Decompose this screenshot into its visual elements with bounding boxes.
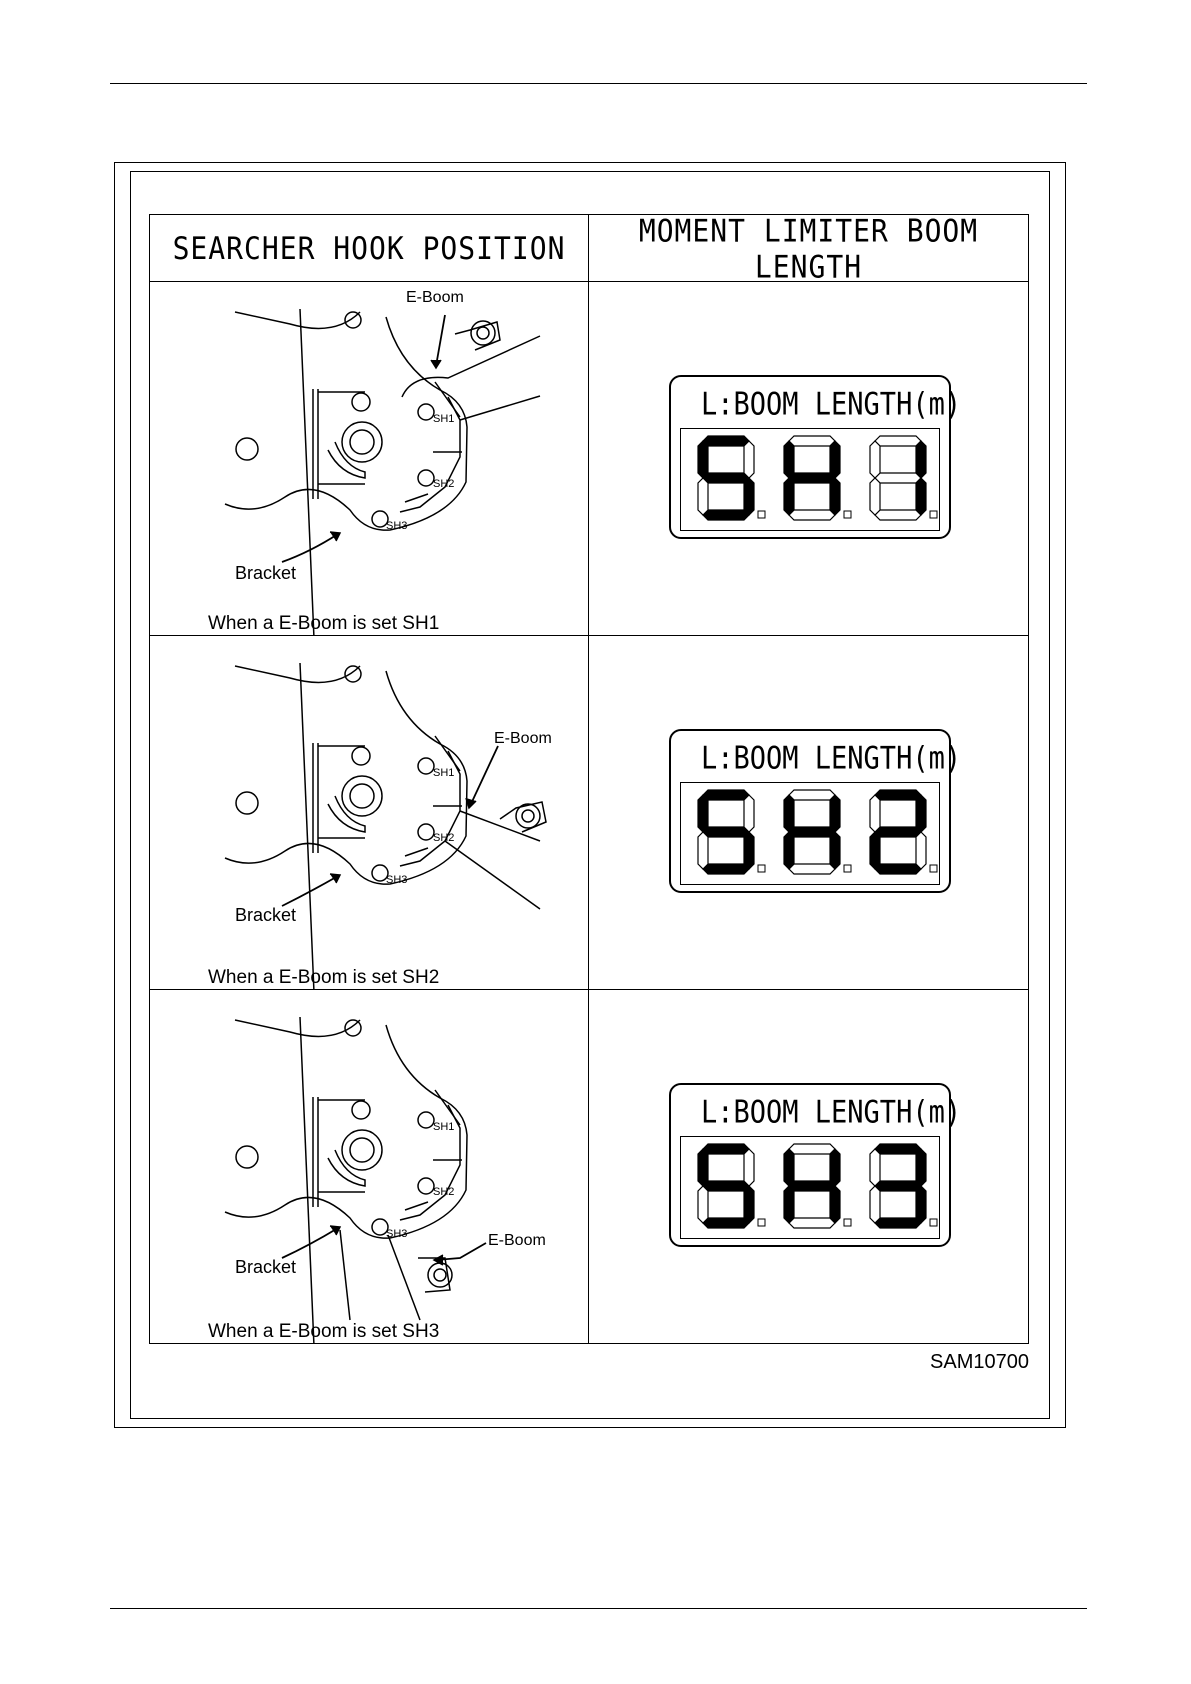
moment-limiter-cell	[589, 282, 1029, 636]
hook-diagram-sh1	[150, 282, 588, 635]
sh2-label: SH2	[433, 1186, 455, 1198]
segment-d	[789, 510, 835, 520]
table-row	[150, 990, 1029, 1344]
top-rule	[110, 83, 1087, 84]
segment-e	[784, 832, 794, 869]
segment-d	[703, 1218, 749, 1228]
lcd-panel	[680, 428, 940, 531]
decimal-point	[844, 865, 851, 872]
segment-g	[875, 473, 921, 483]
sh1-label: SH1	[433, 413, 455, 425]
segment-f	[870, 441, 880, 478]
segment-e	[870, 832, 880, 869]
segment-b	[916, 1149, 926, 1186]
segment-e	[698, 1186, 708, 1223]
hook-position-cell	[150, 990, 589, 1344]
segment-a	[703, 1144, 749, 1154]
seven-segment-readout	[681, 429, 939, 530]
segment-a	[789, 790, 835, 800]
lcd-panel	[680, 782, 940, 885]
table-header-row	[150, 215, 1029, 282]
segment-g	[703, 473, 749, 483]
display-title: L:BOOM LENGTH(m)	[701, 741, 962, 777]
row-caption: When a E-Boom is set SH2	[208, 967, 440, 988]
segment-g	[875, 827, 921, 837]
segment-c	[916, 1186, 926, 1223]
display-title: L:BOOM LENGTH(m)	[701, 387, 962, 423]
segment-f	[698, 1149, 708, 1186]
boom-length-table	[149, 211, 1029, 1344]
seven-segment-readout	[681, 783, 939, 884]
segment-f	[698, 441, 708, 478]
segment-a	[789, 436, 835, 446]
segment-g	[703, 827, 749, 837]
segment-b	[744, 441, 754, 478]
segment-e	[698, 832, 708, 869]
display-title: L:BOOM LENGTH(m)	[701, 1095, 962, 1131]
segment-g	[875, 1181, 921, 1191]
hook-position-cell	[150, 282, 589, 636]
segment-d	[875, 1218, 921, 1228]
eboom-label: E-Boom	[488, 1232, 546, 1249]
segment-a	[875, 436, 921, 446]
boom-length-display	[669, 375, 962, 539]
bracket-label: Bracket	[235, 563, 297, 583]
sh2-label: SH2	[433, 478, 455, 490]
segment-b	[830, 1149, 840, 1186]
segment-f	[784, 441, 794, 478]
table-row	[150, 636, 1029, 990]
segment-b	[830, 441, 840, 478]
sh2-label: SH2	[433, 832, 455, 844]
moment-limiter-cell	[589, 990, 1029, 1344]
segment-b	[744, 795, 754, 832]
segment-d	[789, 1218, 835, 1228]
segment-b	[916, 441, 926, 478]
hook-position-cell	[150, 636, 589, 990]
sh3-label: SH3	[386, 520, 408, 532]
sh3-label: SH3	[386, 874, 408, 886]
segment-e	[870, 1186, 880, 1223]
segment-d	[703, 864, 749, 874]
bottom-rule	[110, 1608, 1087, 1609]
eboom-label: E-Boom	[494, 730, 552, 747]
row-caption: When a E-Boom is set SH3	[208, 1321, 440, 1342]
segment-f	[870, 795, 880, 832]
hook-diagram-sh2	[150, 636, 588, 989]
segment-c	[916, 832, 926, 869]
header-searcher-hook-position: SEARCHER HOOK POSITION	[150, 211, 589, 285]
decimal-point	[930, 1219, 937, 1226]
segment-e	[784, 478, 794, 515]
decimal-point	[930, 511, 937, 518]
segment-g	[703, 1181, 749, 1191]
header-moment-limiter-boom-length: MOMENT LIMITER BOOM LENGTH	[589, 211, 1029, 285]
segment-c	[744, 832, 754, 869]
decimal-point	[844, 1219, 851, 1226]
segment-d	[789, 864, 835, 874]
segment-a	[703, 436, 749, 446]
sh1-label: SH1	[433, 1121, 455, 1133]
segment-g	[789, 473, 835, 483]
segment-a	[703, 790, 749, 800]
segment-g	[789, 1181, 835, 1191]
segment-a	[875, 1144, 921, 1154]
decimal-point	[758, 865, 765, 872]
segment-e	[870, 478, 880, 515]
figure-code: SAM10700	[930, 1351, 1029, 1373]
decimal-point	[930, 865, 937, 872]
boom-length-display	[669, 729, 962, 893]
moment-limiter-cell	[589, 636, 1029, 990]
segment-e	[784, 1186, 794, 1223]
row-caption: When a E-Boom is set SH1	[208, 613, 440, 634]
segment-c	[744, 1186, 754, 1223]
segment-g	[789, 827, 835, 837]
decimal-point	[758, 511, 765, 518]
sh1-label: SH1	[433, 767, 455, 779]
segment-d	[703, 510, 749, 520]
decimal-point	[758, 1219, 765, 1226]
segment-f	[698, 795, 708, 832]
bracket-label: Bracket	[235, 1257, 297, 1277]
eboom-label: E-Boom	[406, 289, 464, 306]
segment-f	[784, 795, 794, 832]
segment-c	[830, 832, 840, 869]
seven-segment-readout	[681, 1137, 939, 1238]
boom-length-display	[669, 1083, 962, 1247]
segment-d	[875, 864, 921, 874]
segment-b	[830, 795, 840, 832]
segment-f	[870, 1149, 880, 1186]
lcd-panel	[680, 1136, 940, 1239]
segment-c	[744, 478, 754, 515]
sh3-label: SH3	[386, 1228, 408, 1240]
segment-f	[784, 1149, 794, 1186]
segment-c	[916, 478, 926, 515]
table-row	[150, 282, 1029, 636]
bracket-label: Bracket	[235, 905, 297, 925]
segment-d	[875, 510, 921, 520]
segment-c	[830, 478, 840, 515]
segment-e	[698, 478, 708, 515]
segment-a	[789, 1144, 835, 1154]
hook-diagram-sh3	[150, 990, 588, 1343]
segment-b	[744, 1149, 754, 1186]
segment-b	[916, 795, 926, 832]
segment-a	[875, 790, 921, 800]
decimal-point	[844, 511, 851, 518]
segment-c	[830, 1186, 840, 1223]
